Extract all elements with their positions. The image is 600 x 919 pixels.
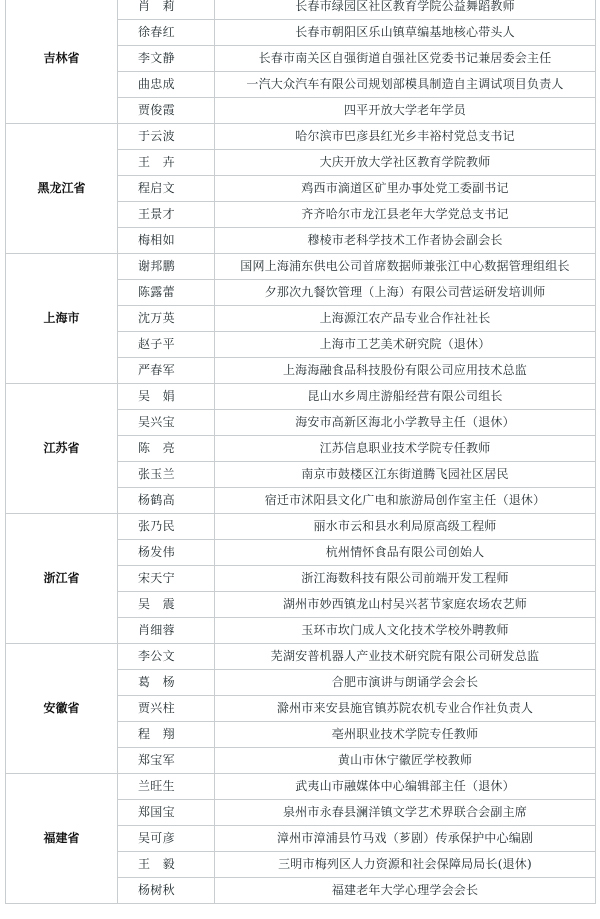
affiliation-cell: 福建老年大学心理学会会长 [215,878,596,904]
person-name-cell: 程 翔 [118,722,215,748]
affiliation-cell: 哈尔滨市巴彦县红光乡丰裕村党总支书记 [215,124,596,150]
affiliation-cell: 江苏信息职业技术学院专任教师 [215,436,596,462]
person-name-cell: 兰旺生 [118,774,215,800]
affiliation-cell: 长春市绿园区社区教育学院公益舞蹈教师 [215,0,596,20]
person-name-cell: 赵子平 [118,332,215,358]
person-name-cell: 王 毅 [118,852,215,878]
person-name-cell: 葛 杨 [118,670,215,696]
person-name-cell: 王景才 [118,202,215,228]
affiliation-cell: 上海市工艺美术研究院（退休） [215,332,596,358]
person-name-cell: 梅相如 [118,228,215,254]
person-name-cell: 陈露蕾 [118,280,215,306]
province-cell: 上海市 [6,254,118,384]
affiliation-cell: 浙江海数科技有限公司前端开发工程师 [215,566,596,592]
affiliation-cell: 三明市梅列区人力资源和社会保障局局长(退休) [215,852,596,878]
person-name-cell: 曲忠成 [118,72,215,98]
province-cell: 安徽省 [6,644,118,774]
affiliation-cell: 宿迁市沭阳县文化广电和旅游局创作室主任（退休） [215,488,596,514]
province-cell: 福建省 [6,774,118,904]
affiliation-cell: 昆山水乡周庄游船经营有限公司组长 [215,384,596,410]
province-cell: 黑龙江省 [6,124,118,254]
affiliation-cell: 齐齐哈尔市龙江县老年大学党总支书记 [215,202,596,228]
affiliation-cell: 泉州市永春县澜洋镇文学艺术界联合会副主席 [215,800,596,826]
person-name-cell: 张乃民 [118,514,215,540]
affiliation-cell: 杭州情怀食品有限公司创始人 [215,540,596,566]
person-name-cell: 肖 莉 [118,0,215,20]
affiliation-cell: 丽水市云和县水利局原高级工程师 [215,514,596,540]
person-name-cell: 杨发伟 [118,540,215,566]
person-name-cell: 吴 震 [118,592,215,618]
affiliation-cell: 一汽大众汽车有限公司规划部模具制造自主调试项目负责人 [215,72,596,98]
person-name-cell: 陈 亮 [118,436,215,462]
person-name-cell: 杨树秋 [118,878,215,904]
roster-table [5,0,596,904]
person-name-cell: 贾兴柱 [118,696,215,722]
roster-sheet [5,0,595,919]
person-name-cell: 张玉兰 [118,462,215,488]
person-name-cell: 吴 娟 [118,384,215,410]
person-name-cell: 肖细蓉 [118,618,215,644]
province-cell: 江苏省 [6,384,118,514]
affiliation-cell: 大庆开放大学社区教育学院教师 [215,150,596,176]
person-name-cell: 王 卉 [118,150,215,176]
affiliation-cell: 穆棱市老科学技术工作者协会副会长 [215,228,596,254]
person-name-cell: 杨鹤高 [118,488,215,514]
person-name-cell: 李公文 [118,644,215,670]
affiliation-cell: 四平开放大学老年学员 [215,98,596,124]
affiliation-cell: 南京市鼓楼区江东街道腾飞园社区居民 [215,462,596,488]
table-row [6,0,596,20]
affiliation-cell: 漳州市漳浦县竹马戏（芗剧）传承保护中心编剧 [215,826,596,852]
person-name-cell: 李文静 [118,46,215,72]
affiliation-cell: 亳州职业技术学院专任教师 [215,722,596,748]
table-row [6,384,596,410]
person-name-cell: 沈万英 [118,306,215,332]
person-name-cell: 吴兴宝 [118,410,215,436]
affiliation-cell: 黄山市休宁徽匠学校教师 [215,748,596,774]
person-name-cell: 于云波 [118,124,215,150]
table-row [6,514,596,540]
affiliation-cell: 武夷山市融媒体中心编辑部主任（退休） [215,774,596,800]
person-name-cell: 徐春红 [118,20,215,46]
affiliation-cell: 夕那次九餐饮管理（上海）有限公司营运研发培训师 [215,280,596,306]
person-name-cell: 吴可彦 [118,826,215,852]
person-name-cell: 贾俊霞 [118,98,215,124]
person-name-cell: 宋天宁 [118,566,215,592]
person-name-cell: 严春军 [118,358,215,384]
table-row [6,644,596,670]
province-cell: 浙江省 [6,514,118,644]
person-name-cell: 谢邦鹏 [118,254,215,280]
person-name-cell: 郑宝军 [118,748,215,774]
table-row [6,254,596,280]
table-row [6,124,596,150]
affiliation-cell: 海安市高新区海北小学教导主任（退休） [215,410,596,436]
affiliation-cell: 湖州市妙西镇龙山村吴兴茗节家庭农场农艺师 [215,592,596,618]
affiliation-cell: 长春市朝阳区乐山镇草编基地核心带头人 [215,20,596,46]
affiliation-cell: 玉环市坎门成人文化技术学校外聘教师 [215,618,596,644]
province-cell: 吉林省 [6,0,118,124]
affiliation-cell: 鸡西市滴道区矿里办事处党工委副书记 [215,176,596,202]
person-name-cell: 程启文 [118,176,215,202]
affiliation-cell: 滁州市来安县施官镇苏院农机专业合作社负责人 [215,696,596,722]
affiliation-cell: 芜湖安普机器人产业技术研究院有限公司研发总监 [215,644,596,670]
roster-body [6,0,596,904]
table-row [6,774,596,800]
affiliation-cell: 上海源江农产品专业合作社社长 [215,306,596,332]
affiliation-cell: 上海海融食品科技股份有限公司应用技术总监 [215,358,596,384]
affiliation-cell: 国网上海浦东供电公司首席数据师兼张江中心数据管理组组长 [215,254,596,280]
person-name-cell: 郑国宝 [118,800,215,826]
affiliation-cell: 长春市南关区自强街道自强社区党委书记兼居委会主任 [215,46,596,72]
affiliation-cell: 合肥市演讲与朗诵学会会长 [215,670,596,696]
